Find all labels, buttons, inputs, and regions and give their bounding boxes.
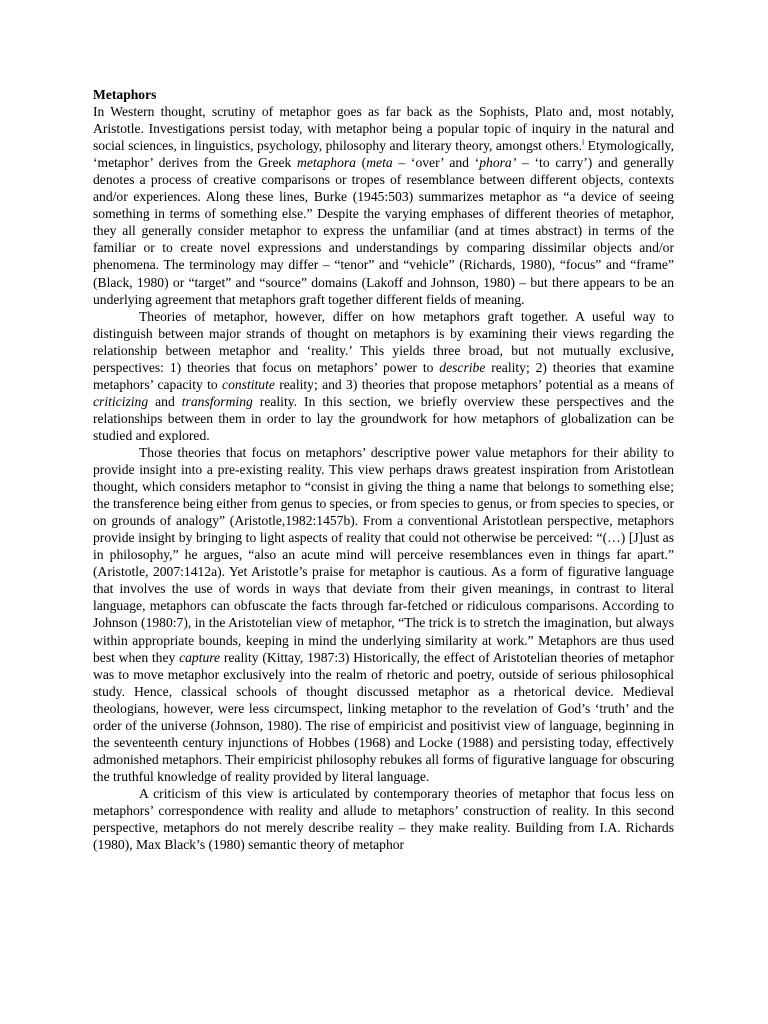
emphasis-text: phora’: [479, 155, 517, 171]
text-run: A criticism of this view is articulated by contemporary theories of metaphor that focus less on metaphors’ correspondence with reality and allude to metaphors’ construction of reality. In this second perspective, metaphors do not merely describe reality – they make reality. Building from I.A. Richards (1980), Max Black’s (1980) semantic theory of metaphor: [93, 785, 674, 853]
endnote-marker: i: [581, 137, 585, 147]
emphasis-text: criticizing: [93, 393, 149, 409]
paragraph-p1: [93, 103, 674, 308]
emphasis-text: describe: [439, 359, 486, 375]
emphasis-text: constitute: [222, 376, 275, 392]
text-run: and: [148, 393, 182, 409]
text-run: reality (Kittay, 1987:3) Historically, the effect of Aristotelian theories of metaphor was to move metaphor exclusively into the realm of rhetoric and poetry, outside of serious philosophical study. Hence, classical schools of thought discussed metaphor as a rhetorical device. Medieval theologians, however, were less circumspect, linking metaphor to the revelation of God’s ‘truth’ and the order of the universe (Johnson, 1980). The rise of empiricist and positivist view of language, beginning in the seventeenth century injunctions of Hobbes (1968) and Locke (1988) and persisting today, effectively admonished metaphors. Their empiricist philosophy rebukes all forms of figurative language for obscuring the truthful knowledge of reality provided by literal language.: [93, 649, 674, 784]
text-run: reality; 2) theories that examine metaphors’ capacity to: [93, 359, 675, 392]
text-run: – ‘over’ and ‘: [392, 155, 480, 171]
section-heading: Metaphors: [93, 87, 157, 102]
body-text: [93, 103, 674, 853]
text-run: Theories of metaphor, however, differ on how metaphors graft together. A useful way to distinguish between major strands of thought on metaphors is by examining their views regarding the relationship between metaphor and ‘reality.’ This yields three broad, but not mutually exclusive, perspectives: 1) theories that focus on metaphors’ power to: [93, 308, 674, 375]
paragraph-p4: [93, 785, 674, 853]
text-run: – ‘to carry’) and generally denotes a process of creative comparisons or tropes of resemblance between different objects, contexts and/or experiences. Along these lines, Burke (1945:503) summarizes metaphor as “a device of seeing something in terms of something else.” Despite the varying emphases of different theories of metaphor, they all generally consider metaphor to express the unfamiliar (and at times abstract) in terms of the familiar or to create novel expressions and understandings by comparing dissimilar objects and/or phenomena. The terminology may differ – “tenor” and “vehicle” (Richards, 1980), “focus” and “frame” (Black, 1980) or “target” and “source” domains (Lakoff and Johnson, 1980) – but there appears to be an underlying agreement that metaphors graft together different fields of meaning.: [93, 155, 674, 307]
text-run: reality. In this section, we briefly overview these perspectives and the relationships between them in order to lay the groundwork for how metaphors of globalization can be studied and explored.: [93, 393, 674, 443]
emphasis-text: transforming: [181, 393, 253, 409]
text-run: In Western thought, scrutiny of metaphor goes as far back as the Sophists, Plato and, most notably, Aristotle. Investigations persist today, with metaphor being a popular topic of inquiry in the natural and social sciences, in linguistics, psychology, philosophy and literary theory, amongst others.: [93, 104, 674, 154]
text-run: (: [355, 155, 367, 171]
text-run: reality; and 3) theories that propose metaphors’ potential as a means of: [274, 376, 674, 392]
emphasis-text: capture: [179, 649, 221, 665]
paragraph-p2: [93, 308, 674, 444]
text-run: Those theories that focus on metaphors’ descriptive power value metaphors for their ability to provide insight into a pre-existing reality. This view perhaps draws greatest inspiration from Aristotlean thought, which considers metaphor to “consist in giving the thing a name that belongs to something else; the transference being either from genus to species, or from species to genus, or from species to species, or on grounds of analogy” (Aristotle,1982:1457b). From a conventional Aristotlean perspective, metaphors provide insight by bringing to light aspects of reality that could not otherwise be perceived: “(…) [J]ust as in philosophy,” he argues, “also an acute mind will perceive resemblances even in things far apart.” (Aristotle, 2007:1412a). Yet Aristotle’s praise for metaphor is cautious. As a form of figurative language that involves the use of words in ways that deviate from their given meanings, in contrast to literal language, metaphors can obfuscate the facts through far-fetched or ridiculous comparisons. According to Johnson (1980:7), in the Aristotelian view of metaphor, “The trick is to stretch the imagination, but always within appropriate bounds, keeping in mind the underlying similarity at work.” Metaphors are thus used best when they: [93, 444, 674, 665]
text-run: Etymologically, ‘metaphor’ derives from the Greek: [93, 138, 674, 171]
paragraph-p3: [93, 444, 674, 785]
emphasis-text: metaphora: [297, 155, 356, 171]
emphasis-text: meta: [366, 155, 393, 171]
document-page: [93, 86, 674, 853]
